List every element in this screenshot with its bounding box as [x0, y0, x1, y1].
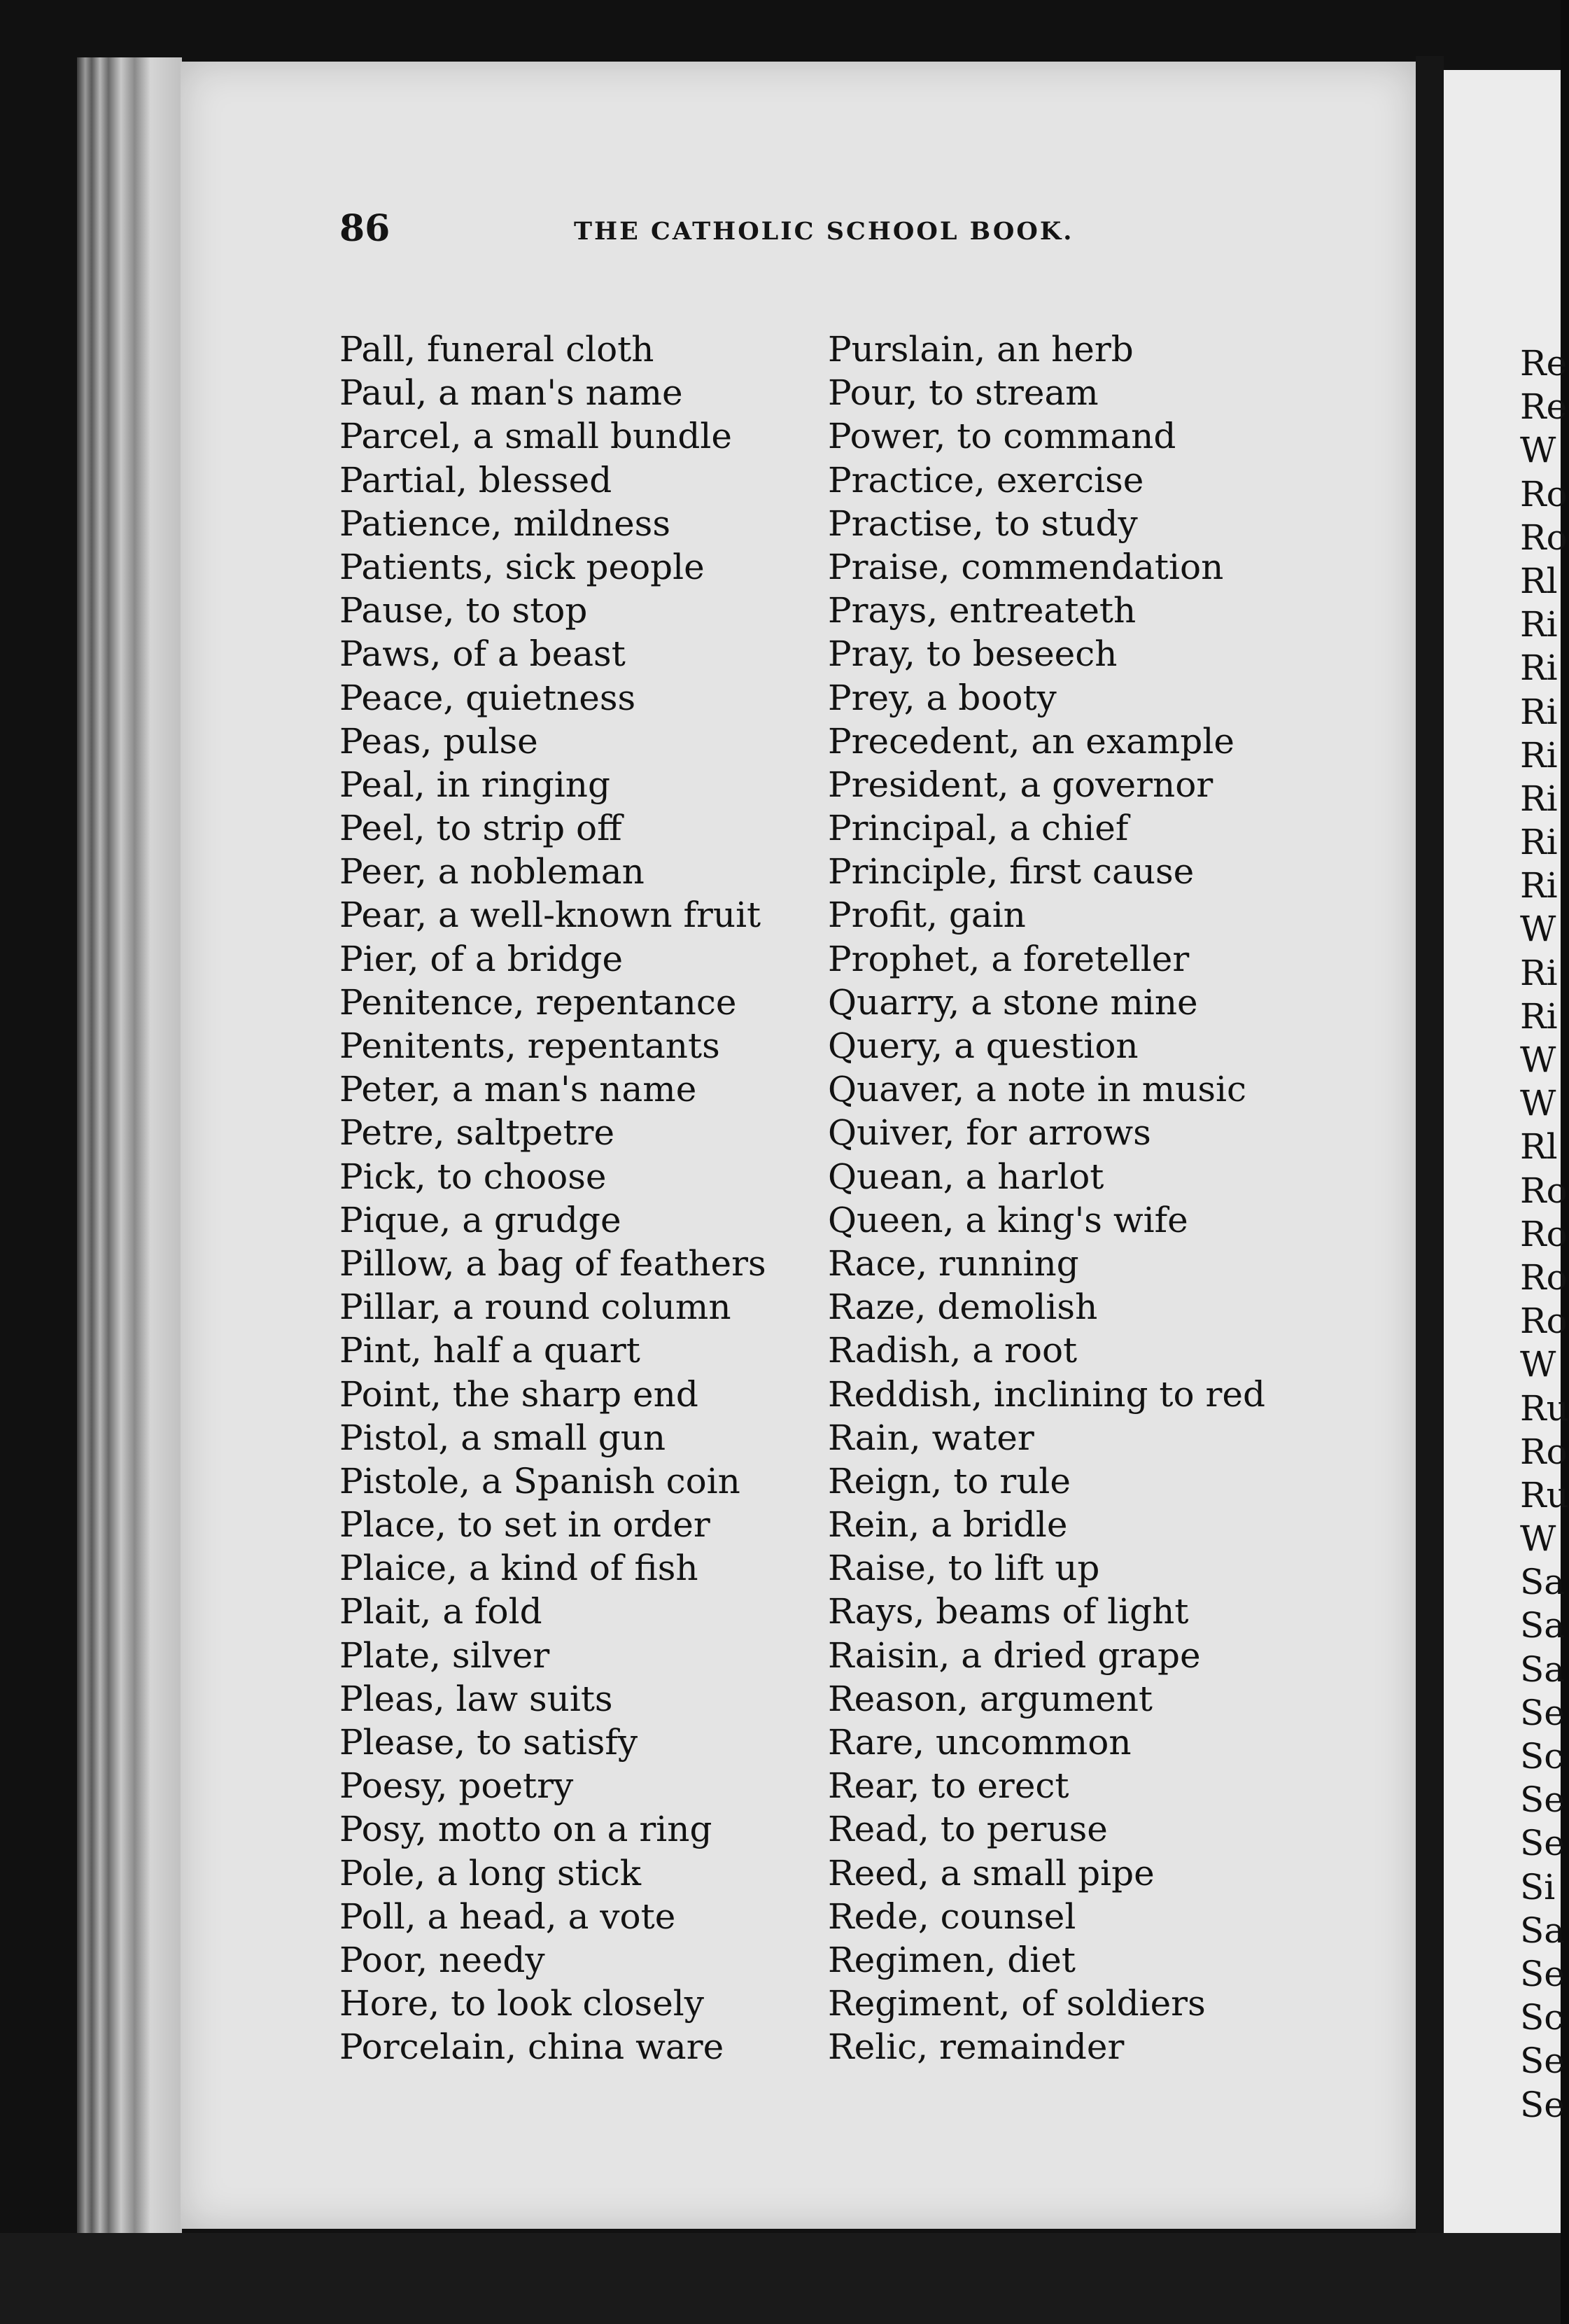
word-entry: Pique, a grudge: [339, 1199, 621, 1240]
next-page-word-fragment: W: [1520, 1040, 1556, 1080]
word-entry: Rein, a bridle: [828, 1504, 1068, 1546]
next-page-word-fragment: Ro: [1520, 473, 1568, 514]
running-head-title: THE CATHOLIC SCHOOL BOOK.: [574, 217, 1074, 246]
word-entry: Reed, a small pipe: [828, 1852, 1155, 1893]
word-entry: Pistol, a small gun: [339, 1417, 666, 1458]
next-page-word-fragment: Ri: [1520, 865, 1558, 906]
word-entry: Patients, sick people: [339, 546, 705, 587]
word-entry: Pillar, a round column: [339, 1287, 731, 1328]
word-entry: Pall, funeral cloth: [339, 329, 654, 370]
word-entry: Read, to peruse: [828, 1809, 1108, 1850]
word-entry: Regiment, of soldiers: [828, 1983, 1206, 2024]
word-entry: Pint, half a quart: [339, 1330, 640, 1371]
next-page-word-fragment: Sa: [1520, 1605, 1566, 1646]
word-entry: Pray, to beseech: [828, 634, 1118, 675]
word-entry: Principle, first cause: [828, 851, 1195, 892]
next-page-word-fragment: W: [1520, 1083, 1556, 1124]
word-entry: Raisin, a dried grape: [828, 1634, 1201, 1676]
book-gutter: [1416, 56, 1444, 2240]
word-entry: Peal, in ringing: [339, 764, 610, 805]
word-entry: Quiver, for arrows: [828, 1112, 1151, 1154]
next-page-word-fragment: Ri: [1520, 822, 1558, 863]
word-entry: Prey, a booty: [828, 677, 1057, 718]
word-entry: Rays, beams of light: [828, 1591, 1189, 1632]
word-entry: Parcel, a small bundle: [339, 416, 732, 457]
word-entry: Principal, a chief: [828, 808, 1129, 849]
word-entry: Petre, saltpetre: [339, 1112, 615, 1154]
word-entry: Place, to set in order: [339, 1504, 710, 1546]
next-page-word-fragment: Ro: [1520, 1256, 1568, 1298]
next-page-word-fragment: Ro: [1520, 1301, 1568, 1342]
word-entry: Penitents, repentants: [339, 1026, 720, 1066]
word-entry: Poesy, poetry: [339, 1765, 574, 1807]
word-entry: Reason, argument: [828, 1678, 1153, 1719]
word-entry: Praise, commendation: [828, 546, 1224, 587]
word-entry: Rear, to erect: [828, 1765, 1069, 1807]
word-entry: Pillow, a bag of feathers: [339, 1242, 766, 1284]
next-page-word-fragment: Ru: [1520, 1474, 1569, 1516]
word-entry: Quaver, a note in music: [828, 1069, 1246, 1110]
word-entry: Regimen, diet: [828, 1939, 1076, 1980]
word-entry: Point, the sharp end: [339, 1373, 698, 1415]
word-entry: Reign, to rule: [828, 1460, 1071, 1502]
word-entry: Posy, motto on a ring: [339, 1809, 712, 1850]
word-entry: Peel, to strip off: [339, 808, 622, 849]
page-number: 86: [339, 207, 391, 250]
word-entry: Profit, gain: [828, 895, 1026, 936]
word-entry: Prophet, a foreteller: [828, 938, 1190, 979]
word-entry: Porcelain, china ware: [339, 2026, 724, 2068]
next-page-word-fragment: Sc: [1520, 1997, 1564, 2038]
word-entry: Pour, to stream: [828, 372, 1099, 414]
word-entry: Pier, of a bridge: [339, 938, 624, 979]
next-page-word-fragment: W: [1520, 430, 1556, 471]
word-entry: Pause, to stop: [339, 590, 588, 631]
word-entry: Precedent, an example: [828, 720, 1234, 762]
word-entry: Raise, to lift up: [828, 1548, 1100, 1589]
next-page-word-fragment: Se: [1520, 2084, 1565, 2125]
word-list-right-column: [828, 328, 1388, 2069]
word-entry: Peas, pulse: [339, 720, 538, 762]
next-page-word-fragment: Ru: [1520, 1387, 1569, 1429]
next-page-word-fragment: Ro: [1520, 1213, 1568, 1254]
word-entry: Raze, demolish: [828, 1287, 1098, 1328]
next-page-word-fragment: W: [1520, 1518, 1556, 1560]
next-page-word-fragment: W: [1520, 1344, 1556, 1385]
next-page-word-fragment: Ro: [1520, 1431, 1568, 1472]
word-entry: Paws, of a beast: [339, 634, 626, 675]
next-page-word-fragment: Re: [1520, 386, 1568, 428]
next-page-word-fragment: Se: [1520, 1692, 1565, 1733]
word-entry: Rede, counsel: [828, 1896, 1076, 1937]
word-entry: Poll, a head, a vote: [339, 1896, 676, 1937]
next-page-word-fragment: Se: [1520, 1779, 1565, 1821]
word-entry: Race, running: [828, 1242, 1079, 1284]
word-list-left-column: [339, 328, 829, 2069]
next-page-word-fragment: Rl: [1520, 560, 1558, 601]
word-entry: Query, a question: [828, 1026, 1139, 1066]
next-page-word-fragment: W: [1520, 909, 1556, 950]
next-page-word-fragment: Ri: [1520, 995, 1558, 1037]
next-page-word-fragment: Ro: [1520, 1170, 1568, 1211]
word-entry: Purslain, an herb: [828, 329, 1134, 370]
word-entry: Plaice, a kind of fish: [339, 1548, 698, 1589]
word-entry: Partial, blessed: [339, 459, 612, 500]
next-page-word-fragment: Sa: [1520, 1910, 1566, 1951]
next-page-word-fragment: Sa: [1520, 1648, 1566, 1690]
word-entry: Penitence, repentance: [339, 981, 737, 1023]
next-page-word-fragment: Sa: [1520, 1562, 1566, 1603]
word-entry: Pear, a well-known fruit: [339, 895, 761, 936]
word-entry: Please, to satisfy: [339, 1722, 638, 1763]
word-entry: Plait, a fold: [339, 1591, 542, 1632]
word-entry: Pole, a long stick: [339, 1852, 642, 1893]
next-page-word-fragment: Ri: [1520, 604, 1558, 645]
word-entry: Queen, a king's wife: [828, 1199, 1188, 1240]
next-page-word-fragment: Se: [1520, 1823, 1565, 1864]
next-page-word-fragment: Se: [1520, 2040, 1565, 2082]
next-page-word-fragment: Ri: [1520, 952, 1558, 993]
word-entry: Paul, a man's name: [339, 372, 683, 414]
word-entry: Power, to command: [828, 416, 1176, 457]
word-entry: Rare, uncommon: [828, 1722, 1132, 1763]
next-page-word-fragment: Ri: [1520, 778, 1558, 819]
next-page-word-fragment: Ro: [1520, 517, 1568, 558]
word-entry: Peter, a man's name: [339, 1069, 697, 1110]
next-page-word-fragment: Re: [1520, 343, 1568, 384]
word-entry: Relic, remainder: [828, 2026, 1125, 2068]
word-entry: Quarry, a stone mine: [828, 981, 1198, 1023]
word-entry: Rain, water: [828, 1417, 1034, 1458]
word-entry: Pleas, law suits: [339, 1678, 613, 1719]
word-entry: Quean, a harlot: [828, 1156, 1104, 1197]
word-entry: Reddish, inclining to red: [828, 1373, 1265, 1415]
page-edges: [77, 57, 182, 2234]
next-page-word-fragment: Rl: [1520, 1126, 1558, 1168]
word-entry: Practice, exercise: [828, 459, 1144, 500]
next-page-word-fragment: Sc: [1520, 1736, 1564, 1777]
word-entry: Pick, to choose: [339, 1156, 607, 1197]
word-entry: Peace, quietness: [339, 677, 636, 718]
word-entry: Pistole, a Spanish coin: [339, 1460, 740, 1502]
word-entry: Prays, entreateth: [828, 590, 1137, 631]
word-entry: President, a governor: [828, 764, 1213, 805]
word-entry: Patience, mildness: [339, 503, 670, 544]
word-entry: Poor, needy: [339, 1939, 545, 1980]
next-page-word-fragment: Se: [1520, 1953, 1565, 1994]
next-page-fragments: [1520, 342, 1569, 2127]
word-entry: Peer, a nobleman: [339, 851, 645, 892]
scan-background: [0, 2233, 1561, 2324]
word-entry: Radish, a root: [828, 1330, 1078, 1371]
next-page-word-fragment: Ri: [1520, 691, 1558, 732]
word-entry: Hore, to look closely: [339, 1983, 705, 2024]
next-page-word-fragment: Ri: [1520, 648, 1558, 689]
next-page-word-fragment: Ri: [1520, 734, 1558, 776]
next-page-word-fragment: Si: [1520, 1866, 1556, 1907]
word-entry: Practise, to study: [828, 503, 1138, 544]
word-entry: Plate, silver: [339, 1634, 550, 1676]
